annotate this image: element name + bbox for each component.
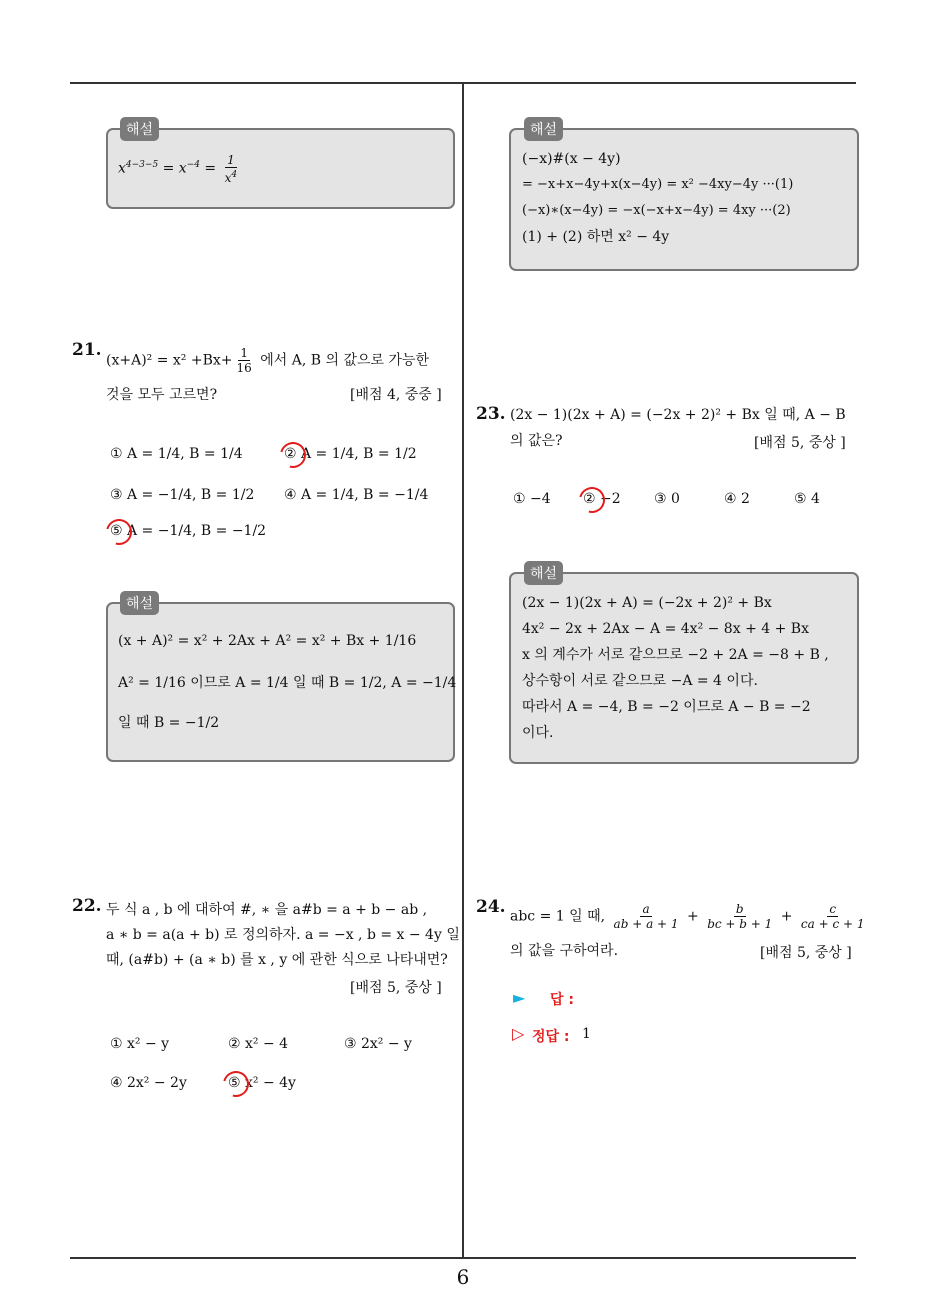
q22-choice-2[interactable]: ② x² − 4 xyxy=(228,1036,289,1052)
q21-choice-4[interactable]: ④ A = 1/4, B = −1/4 xyxy=(284,487,429,503)
solution-19-line3: (−x)∗(x−4y) = −x(−x+x−4y) = 4xy ···(2) xyxy=(522,203,791,218)
q24-fraction-a: $\frac{a}{ab + a + 1}$ xyxy=(613,902,679,931)
q21-choice-1[interactable]: ① A = 1/4, B = 1/4 xyxy=(110,446,243,462)
answer-label: 답 : xyxy=(550,992,574,1008)
solution-tag: 해설 xyxy=(524,561,563,585)
q22-choice-4[interactable]: ④ 2x² − 2y xyxy=(110,1075,187,1091)
solution-19-line1: (−x)#(x − 4y) xyxy=(522,151,621,167)
question-number-24: 24. xyxy=(476,897,506,917)
play-arrow-icon: ► xyxy=(513,988,526,1007)
q23-choice-5[interactable]: ⑤ 4 xyxy=(794,491,820,507)
solution-20-line1: $x^{4-3-5} = x^{-4}$ = $\frac{1}{x^4}$ xyxy=(118,152,238,185)
q23-line2: 의 값은? xyxy=(510,433,563,449)
q21-line2: 것을 모두 고르면? xyxy=(106,387,218,403)
q23-solution-line6: 이다. xyxy=(522,725,554,741)
question-number-22: 22. xyxy=(72,896,102,916)
q21-meta: [배점 4, 중중 ] xyxy=(350,387,442,403)
page-number: 6 xyxy=(456,1265,470,1289)
q22-line1: 두 식 a , b 에 대하여 #, ∗ 을 a#b = a + b − ab , xyxy=(106,902,428,918)
q23-meta: [배점 5, 중상 ] xyxy=(754,435,846,451)
q24-line2: 의 값을 구하여라. xyxy=(510,943,619,959)
q22-line2: a ∗ b = a(a + b) 로 정의하자. a = −x , b = x − 4y 일 xyxy=(106,927,460,943)
q23-line1: (2x − 1)(2x + A) = (−2x + 2)² + Bx 일 때, A − B xyxy=(510,407,846,423)
q22-choice-1[interactable]: ① x² − y xyxy=(110,1036,170,1052)
solution-19-line4: (1) + (2) 하면 x² − 4y xyxy=(522,229,670,245)
q23-choice-3[interactable]: ③ 0 xyxy=(654,491,680,507)
solution-tag: 해설 xyxy=(524,117,563,141)
q21-line1 xyxy=(106,346,429,375)
q24-line1-pre: abc = 1 일 때, xyxy=(510,908,606,925)
q23-choice-1[interactable]: ① −4 xyxy=(513,491,551,507)
q23-choice-2[interactable]: ② −2 xyxy=(583,491,621,507)
q23-solution-line4: 상수항이 서로 같으므로 −A = 4 이다. xyxy=(522,673,758,689)
q23-solution-line2: 4x² − 2x + 2Ax − A = 4x² − 8x + 4 + Bx xyxy=(522,621,809,637)
q21-line1-pre: (x+A)² = x² +Bx+ xyxy=(106,352,233,369)
q21-choice-3[interactable]: ③ A = −1/4, B = 1/2 xyxy=(110,487,255,503)
q24-meta: [배점 5, 중상 ] xyxy=(760,945,852,961)
outline-arrow-icon: ▷ xyxy=(512,1024,525,1043)
correct-answer-value: 1 xyxy=(582,1026,591,1042)
q21-solution-line1: (x + A)² = x² + 2Ax + A² = x² + Bx + 1/16 xyxy=(118,633,417,649)
solution-tag: 해설 xyxy=(120,117,159,141)
q23-choice-4[interactable]: ④ 2 xyxy=(724,491,750,507)
q24-fraction-b: $\frac{b}{bc + b + 1}$ xyxy=(707,902,773,931)
q23-solution-line5: 따라서 A = −4, B = −2 이므로 A − B = −2 xyxy=(522,699,811,715)
q23-solution-line1: (2x − 1)(2x + A) = (−2x + 2)² + Bx xyxy=(522,595,772,611)
q24-fraction-c: $\frac{c}{ca + c + 1}$ xyxy=(800,902,865,931)
q22-choice-3[interactable]: ③ 2x² − y xyxy=(344,1036,412,1052)
question-number-21: 21. xyxy=(72,340,102,360)
column-divider xyxy=(462,83,464,1258)
solution-tag: 해설 xyxy=(120,591,159,615)
q21-fraction: $\frac{1}{16}$ xyxy=(236,346,252,375)
q24-line1: abc = 1 일 때, $\frac{a}{ab + a + 1}$ + $\frac{b}{bc + b + 1}$ + $\frac{c}{ca + c + 1}$ xyxy=(510,902,865,931)
solution-19-line2: = −x+x−4y+x(x−4y) = x² −4xy−4y ···(1) xyxy=(522,177,794,192)
q22-meta: [배점 5, 중상 ] xyxy=(350,980,442,996)
q21-choice-5[interactable]: ⑤ A = −1/4, B = −1/2 xyxy=(110,523,267,539)
q22-choice-5[interactable]: ⑤ x² − 4y xyxy=(228,1075,296,1091)
q21-solution-line3: 일 때 B = −1/2 xyxy=(118,715,220,731)
q21-line1-post: 에서 A, B 의 값으로 가능한 xyxy=(260,352,430,369)
q23-solution-line3: x 의 계수가 서로 같으므로 −2 + 2A = −8 + B , xyxy=(522,647,829,663)
correct-answer-label: 정답 : xyxy=(532,1029,570,1045)
q21-choice-2[interactable]: ② A = 1/4, B = 1/2 xyxy=(284,446,417,462)
question-number-23: 23. xyxy=(476,404,506,424)
q21-solution-line2: A² = 1/16 이므로 A = 1/4 일 때 B = 1/2, A = −1/4 xyxy=(118,675,457,691)
q22-line3: 때, (a#b) + (a ∗ b) 를 x , y 에 관한 식으로 나타내면? xyxy=(106,952,448,968)
